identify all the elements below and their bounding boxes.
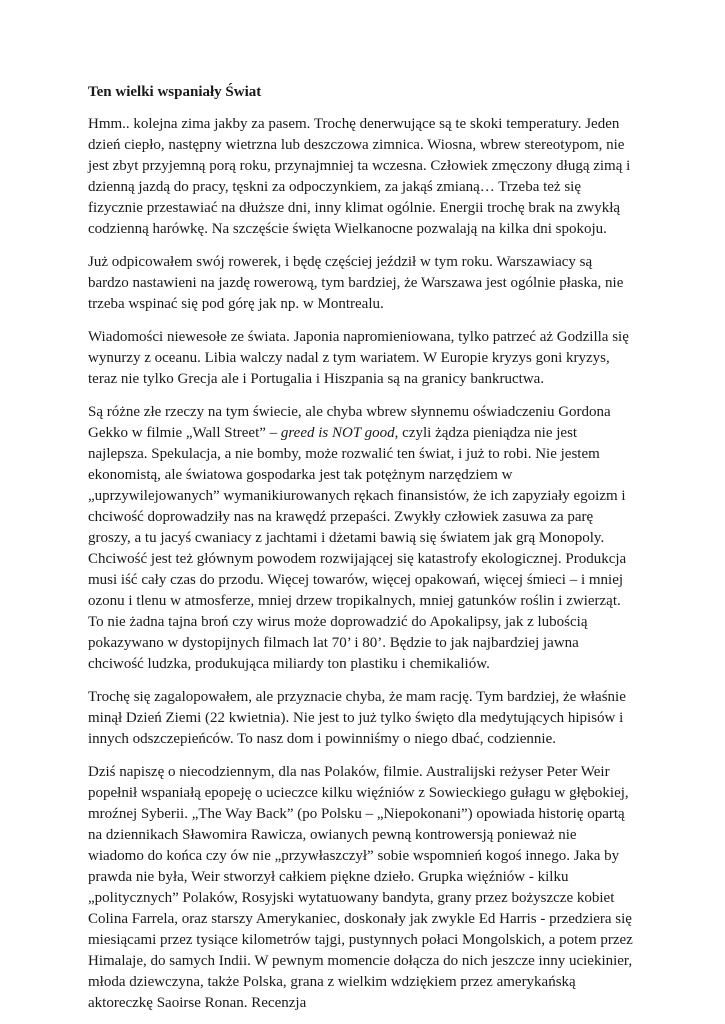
paragraph-3: Wiadomości niewesołe ze świata. Japonia napromieniowana, tylko patrzeć aż Godzilla się wynurzy z oceanu. Libia walczy nadal z tym wariatem. W Europie kryzys goni kryzys, teraz nie tylko Grecja ale i Portugalia i Hiszpania są na granicy bankructwa.: [88, 329, 629, 387]
paragraph-6: Dziś napiszę o niecodziennym, dla nas Polaków, filmie. Australijski reżyser Peter Weir popełnił wspaniałą epopeję o ucieczce kilku więźniów z Sowieckiego gułagu w głębokiej, mroźnej Syberii. „The Way Back” (po Polsku – „Niepokonani”) opowiada historię opartą na dziennikach Sławomira Rawicza, owianych pewną kontrowersją ponieważ nie wiadomo do końca czy ów nie „przywłaszczył” sobie wspomnień kogoś innego. Jaka by prawda nie była, Weir stworzył całkiem piękne dzieło. Grupka więźniów - kilku „politycznych” Polaków, Rosyjski wytatuowany bandyta, grany przez bożyszcze kobiet Colina Farrela, oraz starszy Amerykaniec, doskonały jak zwykle Ed Harris - przedziera się miesiącami przez tysiące kilometrów tajgi, pustynnych połaci Mongolskich, a potem przez Himalaje, do samych Indii. W pewnym momencie dołącza do nich jeszcze inny uciekinier, młoda dziewczyna, także Polska, grana z wielkim wdziękiem przez amerykańską aktoreczkę Saoirse Ronan. Recenzja: [88, 764, 633, 1011]
paragraph-4: [88, 402, 633, 675]
paragraph-4-italic-quote: greed is NOT good: [280, 425, 395, 441]
paragraph-5: Trochę się zagalopowałem, ale przyznacie chyba, że mam rację. Tym bardziej, że właśnie minął Dzień Ziemi (22 kwietnia). Nie jest to już tylko święto dla medytujących hipisów i innych odszczepieńców. To nasz dom i powinniśmy o niego dbać, codziennie.: [88, 689, 626, 747]
paragraph-4-rest: , czyli żądza pieniądza nie jest najlepsza. Spekulacja, a nie bomby, może rozwalić ten świat, i już to robi. Nie jestem ekonomistą, ale światowa gospodarka jest tak potężnym narzędziem w „uprzywilejowanych” wymanikiurowanych rękach finansistów, że ich zapyziały egoizm i chciwość doprowadziły nas na krawędź przepaści. Zwykły człowiek zasuwa za parę groszy, a tu jacyś cwaniacy z jachtami i dżetami bawią się światem jak grą Monopoly. Chciwość jest też głównym powodem rozwijającej się katastrofy ekologicznej. Produkcja musi iść cały czas do przodu. Więcej towarów, więcej opakowań, więcej śmieci – i mniej ozonu i tlenu w atmosferze, mniej drzew tropikalnych, mniej gatunków roślin i zwierząt. To nie żadna tajna broń czy wirus może doprowadzić do Apokalipsy, jak z lubością pokazywano w dystopijnych filmach lat 70’ i 80’. Będzie to jak najbardziej jawna chciwość ludzka, produkująca miliardy ton plastiku i chemikaliów.: [88, 425, 627, 672]
paragraph-4-start: Są różne złe rzeczy na tym świecie, ale chyba wbrew słynnemu oświadczeniu Gordona Gekko w filmie „Wall Street” –: [88, 404, 611, 441]
document-title: Ten wielki wspaniały Świat: [88, 84, 262, 100]
paragraph-1: Hmm.. kolejna zima jakby za pasem. Trochę denerwujące są te skoki temperatury. Jeden dzień ciepło, następny wietrzna lub deszczowa zimnica. Wiosna, wbrew stereotypom, nie jest zbyt przyjemną porą roku, przynajmniej ta wczesna. Człowiek zmęczony długą zimą i dzienną jazdą do pracy, tęskni za odpoczynkiem, za jakąś zmianą… Trzeba też się fizycznie przestawiać na dłuższe dni, inny klimat ogólnie. Energii trochę brak na zwykłą codzienną harówkę. Na szczęście święta Wielkanocne pozwalają na kilka dni spokoju.: [88, 116, 631, 237]
paragraph-2: Już odpicowałem swój rowerek, i będę częściej jeździł w tym roku. Warszawiacy są bardzo nastawieni na jazdę rowerową, tym bardziej, że Warszawa jest ogólnie płaska, nie trzeba wspinać się pod górę jak np. w Montrealu.: [88, 254, 624, 312]
